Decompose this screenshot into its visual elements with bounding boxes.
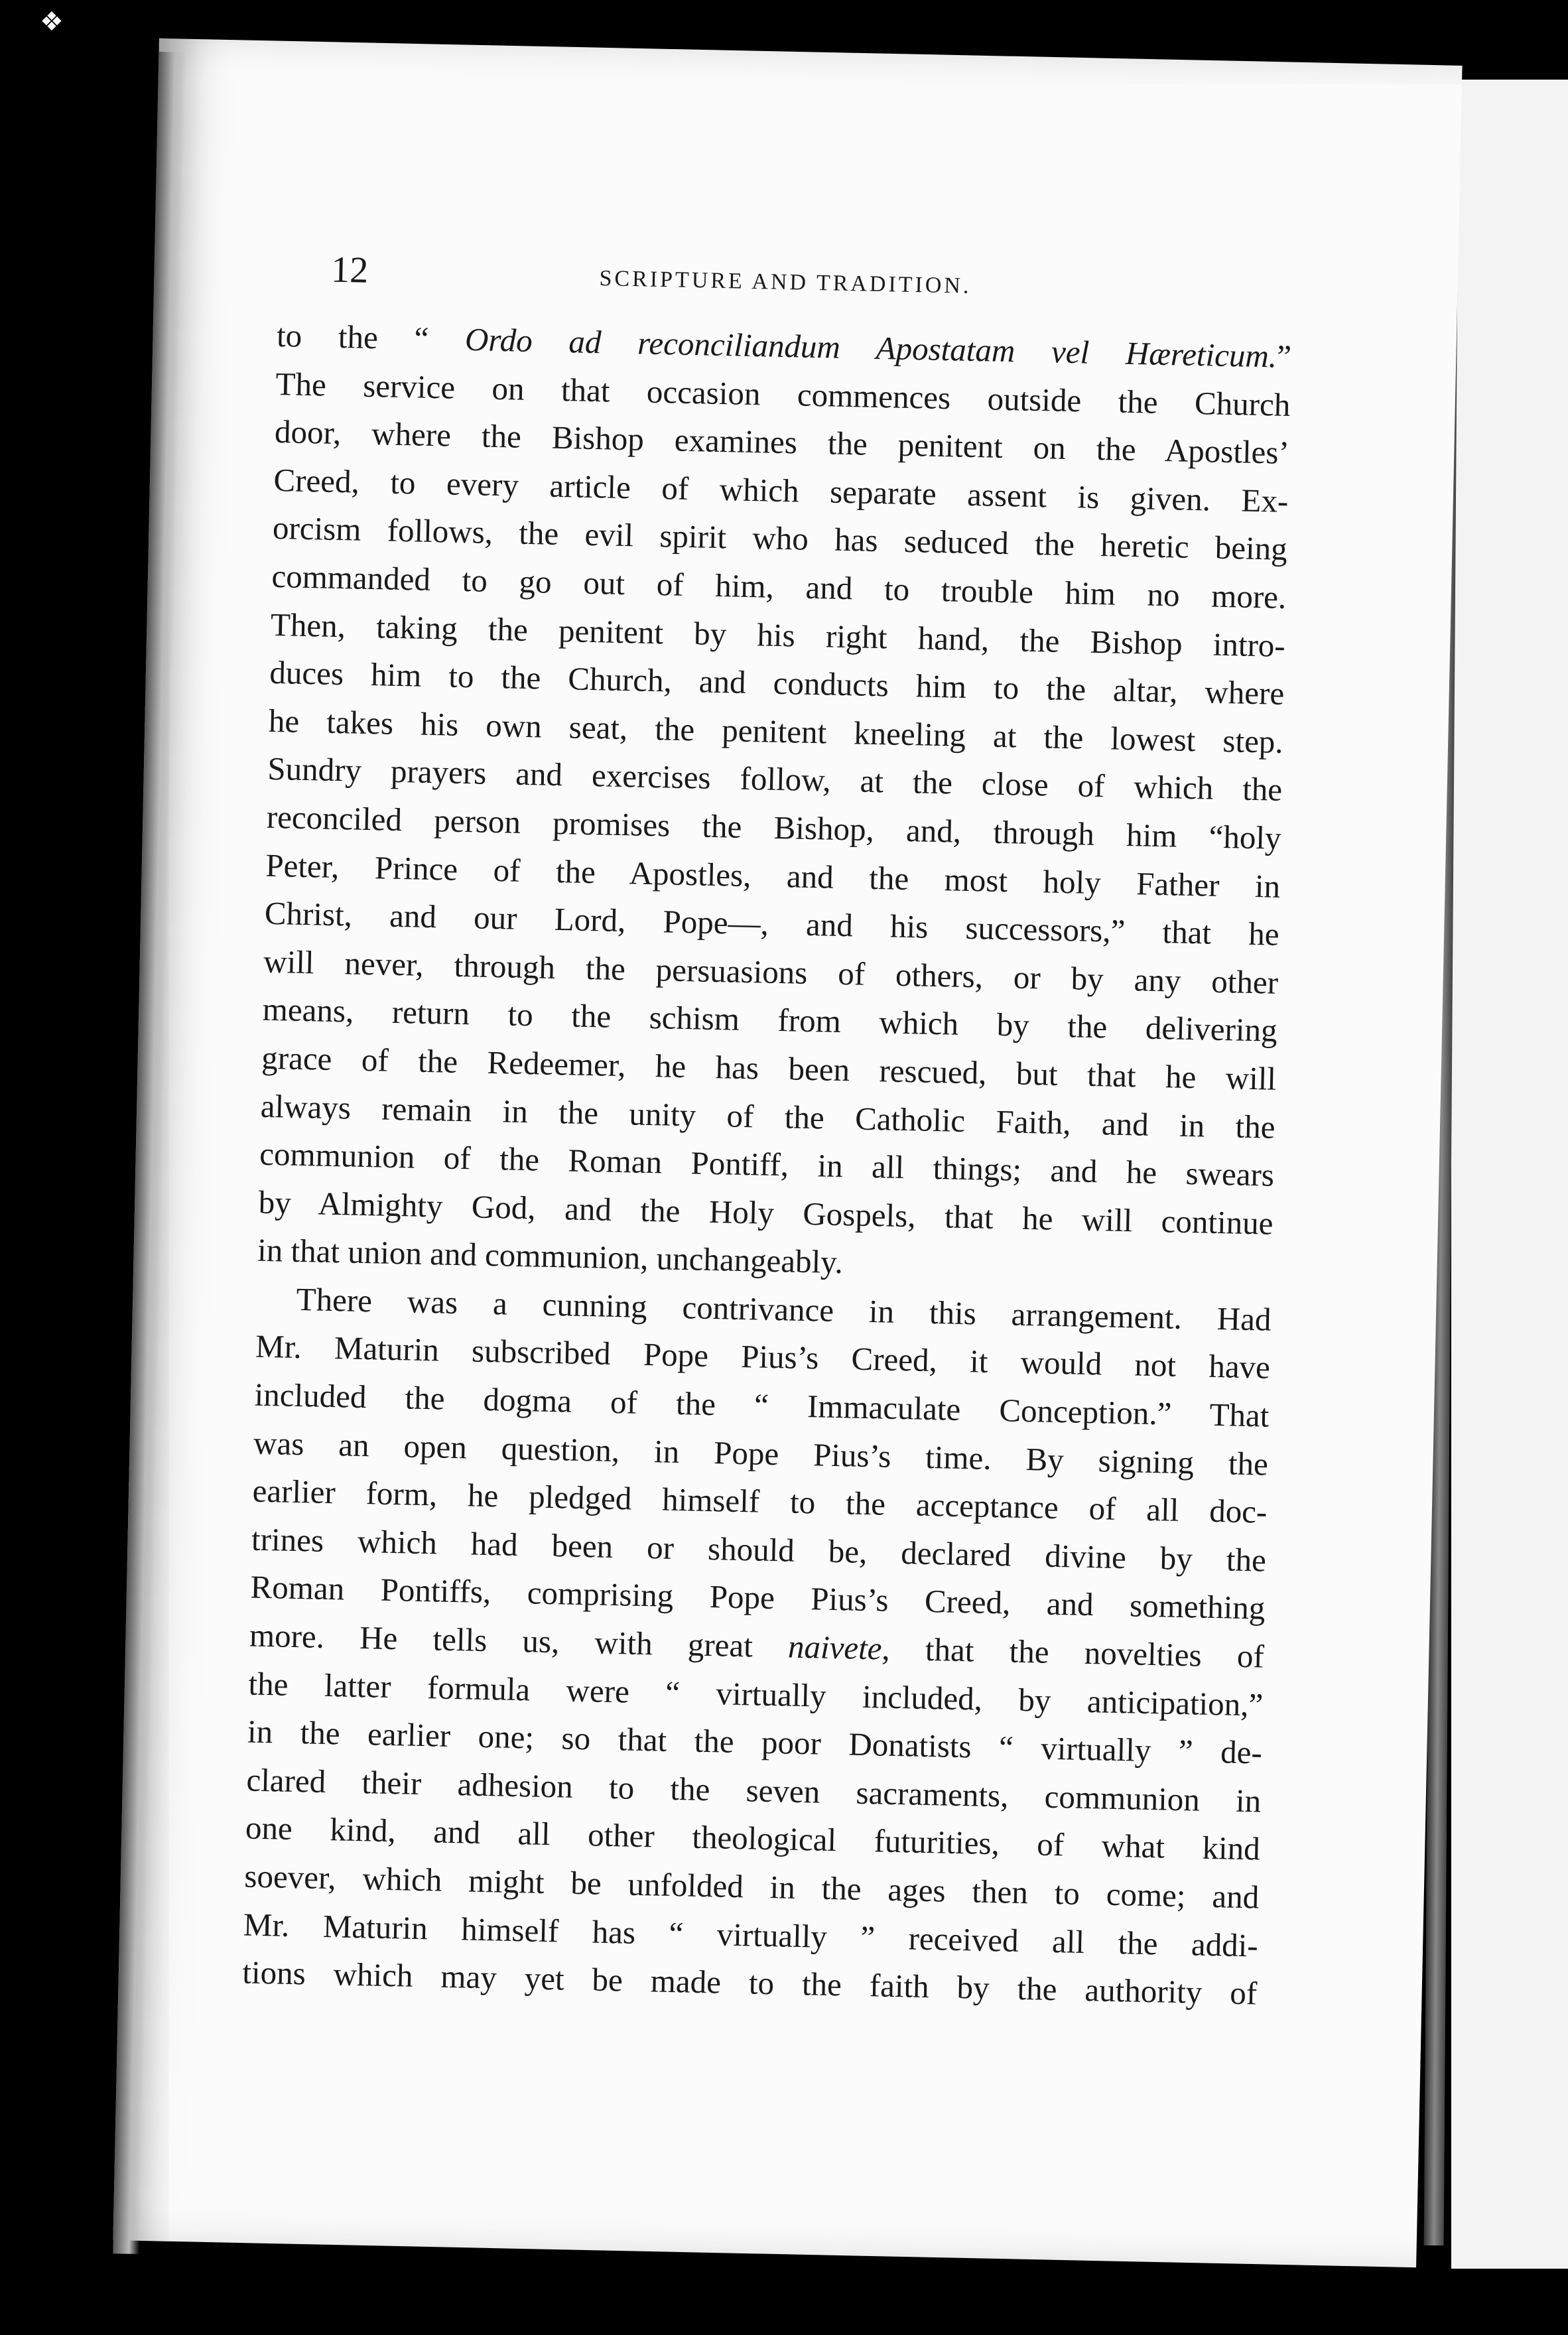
text-line: There was a cunning contrivance in this arrangement. Had: [296, 1280, 1272, 1338]
text-line: in the earlier one; so that the poor Donatists “ virtually ” de-: [247, 1713, 1263, 1771]
text-line: by Almighty God, and the Holy Gospels, that he will continue: [258, 1183, 1274, 1242]
line-segment: more. He tells us, with great: [249, 1617, 789, 1665]
text-line: in that union and communion, unchangeably.: [257, 1231, 844, 1281]
text-line: grace of the Redeemer, he has been rescued, but that he will: [261, 1039, 1277, 1097]
text-line: will never, through the persuasions of others, or by any other: [263, 943, 1279, 1001]
text-line: tions which may yet be made to the faith by the authority of: [241, 1954, 1258, 2012]
italic-phrase: naivete: [787, 1628, 883, 1667]
text-line: Peter, Prince of the Apostles, and the most holy Father in: [265, 846, 1281, 905]
text-line: the latter formula were “ virtually included, by anticipation,”: [248, 1665, 1264, 1723]
text-line: reconciled person promises the Bishop, and, through him “holy: [266, 798, 1282, 856]
italic-phrase: Ordo ad reconciliandum Apostatam vel Hæreticum.: [464, 320, 1277, 375]
text-line: earlier form, he pledged himself to the acceptance of all doc-: [252, 1472, 1268, 1530]
text-line: always remain in the unity of the Catholic Faith, and in the: [260, 1087, 1276, 1146]
text-line: commanded to go out of him, and to trouble him no more.: [271, 557, 1287, 616]
body-text: [242, 312, 1292, 2018]
page-number: 12: [330, 249, 369, 291]
running-title: SCRIPTURE AND TRADITION.: [599, 266, 972, 299]
text-line: door, where the Bishop examines the penitent on the Apostles’: [274, 413, 1290, 472]
text-line: Christ, and our Lord, Pope—, and his successors,” that he: [264, 894, 1280, 953]
paragraph: [257, 312, 1291, 1296]
text-line: one kind, and all other theological futurities, of what kind: [245, 1809, 1261, 1867]
text-line: means, return to the schism from which by the delivering: [262, 991, 1278, 1049]
line-segment: ”: [1276, 338, 1292, 375]
scan-specks: ❖: [40, 7, 64, 37]
text-line: orcism follows, the evil spirit who has seduced the heretic being: [272, 509, 1288, 568]
paragraph: [242, 1275, 1272, 2019]
text-line: Mr. Maturin himself has “ virtually ” received all the addi-: [243, 1906, 1259, 1964]
text-line: Mr. Maturin subscribed Pope Pius’s Creed, it would not have: [255, 1328, 1271, 1386]
line-segment: to the “: [276, 316, 466, 358]
text-line: soever, which might be unfolded in the ages then to come; and: [243, 1857, 1260, 1916]
text-line: trines which had been or should be, declared divine by the: [251, 1520, 1267, 1579]
line-segment: , that the novelties of: [881, 1630, 1265, 1675]
text-line: Then, taking the penitent by his right hand, the Bishop intro-: [270, 606, 1286, 664]
text-line: he takes his own seat, the penitent kneeling at the lowest step.: [268, 702, 1284, 760]
adjacent-page: [1451, 80, 1568, 2269]
text-line: Creed, to every article of which separate assent is given. Ex-: [273, 461, 1289, 519]
text-line: included the dogma of the “ Immaculate Conception.” That: [254, 1376, 1270, 1434]
text-line: The service on that occasion commences outside the Church: [275, 365, 1291, 423]
text-line: clared their adhesion to the seven sacraments, communion in: [245, 1761, 1262, 1820]
text-line: Roman Pontiffs, comprising Pope Pius’s Creed, and something: [250, 1568, 1266, 1627]
text-line: communion of the Roman Pontiff, in all things; and he swears: [259, 1135, 1275, 1193]
text-line: was an open question, in Pope Pius’s time. By signing the: [253, 1424, 1269, 1483]
text-block: [242, 245, 1293, 2018]
text-line: Sundry prayers and exercises follow, at the close of which the: [267, 750, 1283, 809]
text-line: duces him to the Church, and conducts him to the altar, where: [269, 654, 1285, 712]
